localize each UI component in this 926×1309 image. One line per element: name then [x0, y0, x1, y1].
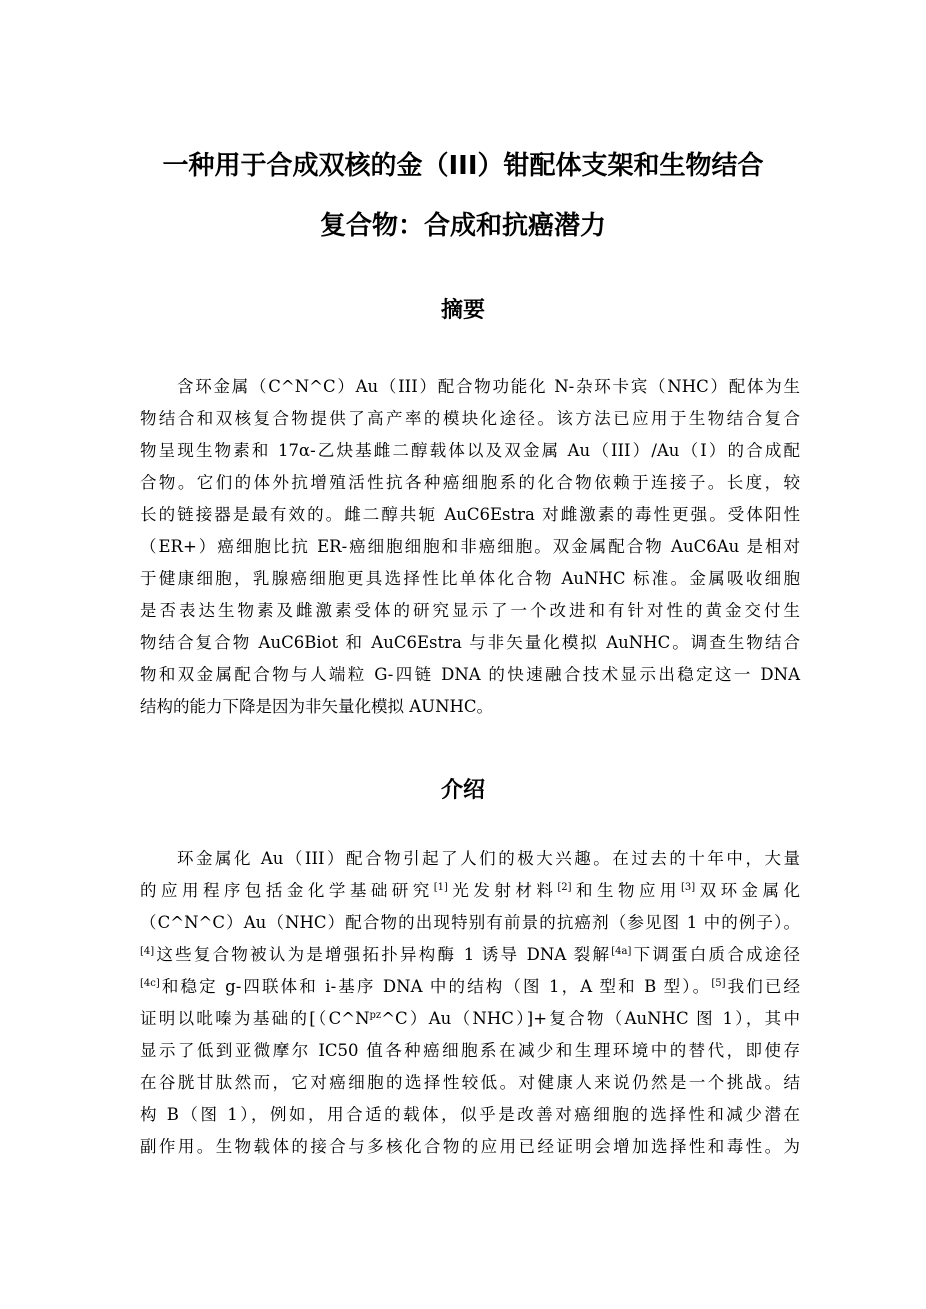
intro-text: 下调蛋白质合成途径: [631, 945, 801, 964]
superscript-pz: pz: [369, 1010, 382, 1021]
intro-text: 和生物应用: [571, 881, 681, 900]
abstract-paragraph: [140, 371, 800, 723]
citation-ref: [5]: [711, 978, 726, 989]
intro-heading: 介绍: [440, 778, 485, 803]
abstract-line: 是否表达生物素及雌激素受体的研究显示了一个改进和有针对性的黄金交付生: [140, 601, 800, 620]
citation-ref: [2]: [557, 882, 572, 893]
intro-text: 这些复合物被认为是增强拓扑异构酶 1 诱导 DNA 裂解: [154, 945, 612, 964]
abstract-line: 含环金属（C^N^C）Au（III）配合物功能化 N-杂环卡宾（NHC）配体为生: [177, 377, 800, 396]
abstract-line: 物结合复合物 AuC6Biot 和 AuC6Estra 与非矢量化模拟 AuNHC。调查生物结合: [140, 633, 800, 652]
citation-ref: [4c]: [140, 978, 160, 989]
intro-text: 光发射材料: [447, 881, 558, 900]
intro-line: 副作用。生物载体的接合与多核化合物的应用已经证明会增加选择性和毒性。为: [140, 1137, 800, 1156]
intro-line: [140, 875, 800, 907]
intro-line: [140, 939, 800, 971]
intro-text: 我们已经: [725, 977, 800, 996]
intro-line: [140, 1003, 800, 1035]
citation-ref: [1]: [433, 882, 448, 893]
abstract-line: 物呈现生物素和 17α-乙炔基雌二醇载体以及双金属 Au（III）/Au（I）的合成配: [140, 441, 800, 460]
intro-line: [140, 971, 800, 1003]
abstract-line: （ER+）癌细胞比抗 ER-癌细胞细胞和非癌细胞。双金属配合物 AuC6Au 是相对: [140, 537, 800, 556]
intro-text: ^C）Au（NHC）]+复合物（AuNHC 图 1），其中: [381, 1009, 800, 1028]
abstract-heading: 摘要: [440, 298, 485, 323]
intro-line: （C^N^C）Au（NHC）配合物的出现特别有前景的抗癌剂（参见图 1 中的例子）。: [140, 913, 800, 932]
abstract-line: 合物。它们的体外抗增殖活性抗各种癌细胞系的化合物依赖于连接子。长度，较: [140, 473, 800, 492]
intro-paragraph: [140, 843, 800, 1163]
intro-line: 环金属化 Au（III）配合物引起了人们的极大兴趣。在过去的十年中，大量: [177, 849, 800, 868]
citation-ref: [3]: [680, 882, 696, 893]
abstract-line: 结构的能力下降是因为非矢量化模拟 AUNHC。: [140, 697, 494, 716]
abstract-line: 物和双金属配合物与人端粒 G-四链 DNA 的快速融合技术显示出稳定这一 DNA: [140, 665, 800, 684]
intro-text: 的应用程序包括金化学基础研究: [140, 881, 434, 900]
intro-line: 显示了低到亚微摩尔 IC50 值各种癌细胞系在减少和生理环境中的替代，即使存: [140, 1041, 800, 1060]
abstract-line: 物结合和双核复合物提供了高产率的模块化途径。该方法已应用于生物结合复合: [140, 409, 800, 428]
intro-line: 构 B（图 1），例如，用合适的载体，似乎是改善对癌细胞的选择性和减少潜在: [140, 1105, 800, 1124]
title-line-1: 一种用于合成双核的金（III）钳配体支架和生物结合: [162, 151, 764, 181]
intro-text: 证明以吡嗪为基础的[（C^N: [140, 1009, 370, 1028]
intro-text: 和稳定 g-四联体和 i-基序 DNA 中的结构（图 1，A 型和 B 型）。: [159, 977, 712, 996]
intro-text: 双环金属化: [695, 881, 801, 900]
intro-line: 在谷胱甘肽然而，它对癌细胞的选择性较低。对健康人来说仍然是一个挑战。结: [140, 1073, 800, 1092]
abstract-line: 于健康细胞，乳腺癌细胞更具选择性比单体化合物 AuNHC 标准。金属吸收细胞: [140, 569, 800, 588]
title-line-2: 复合物：合成和抗癌潜力: [319, 211, 606, 241]
abstract-line: 长的链接器是最有效的。雌二醇共轭 AuC6Estra 对雌激素的毒性更强。受体阳性: [140, 505, 800, 524]
citation-ref: [4]: [140, 946, 155, 957]
citation-ref: [4a]: [611, 946, 632, 957]
